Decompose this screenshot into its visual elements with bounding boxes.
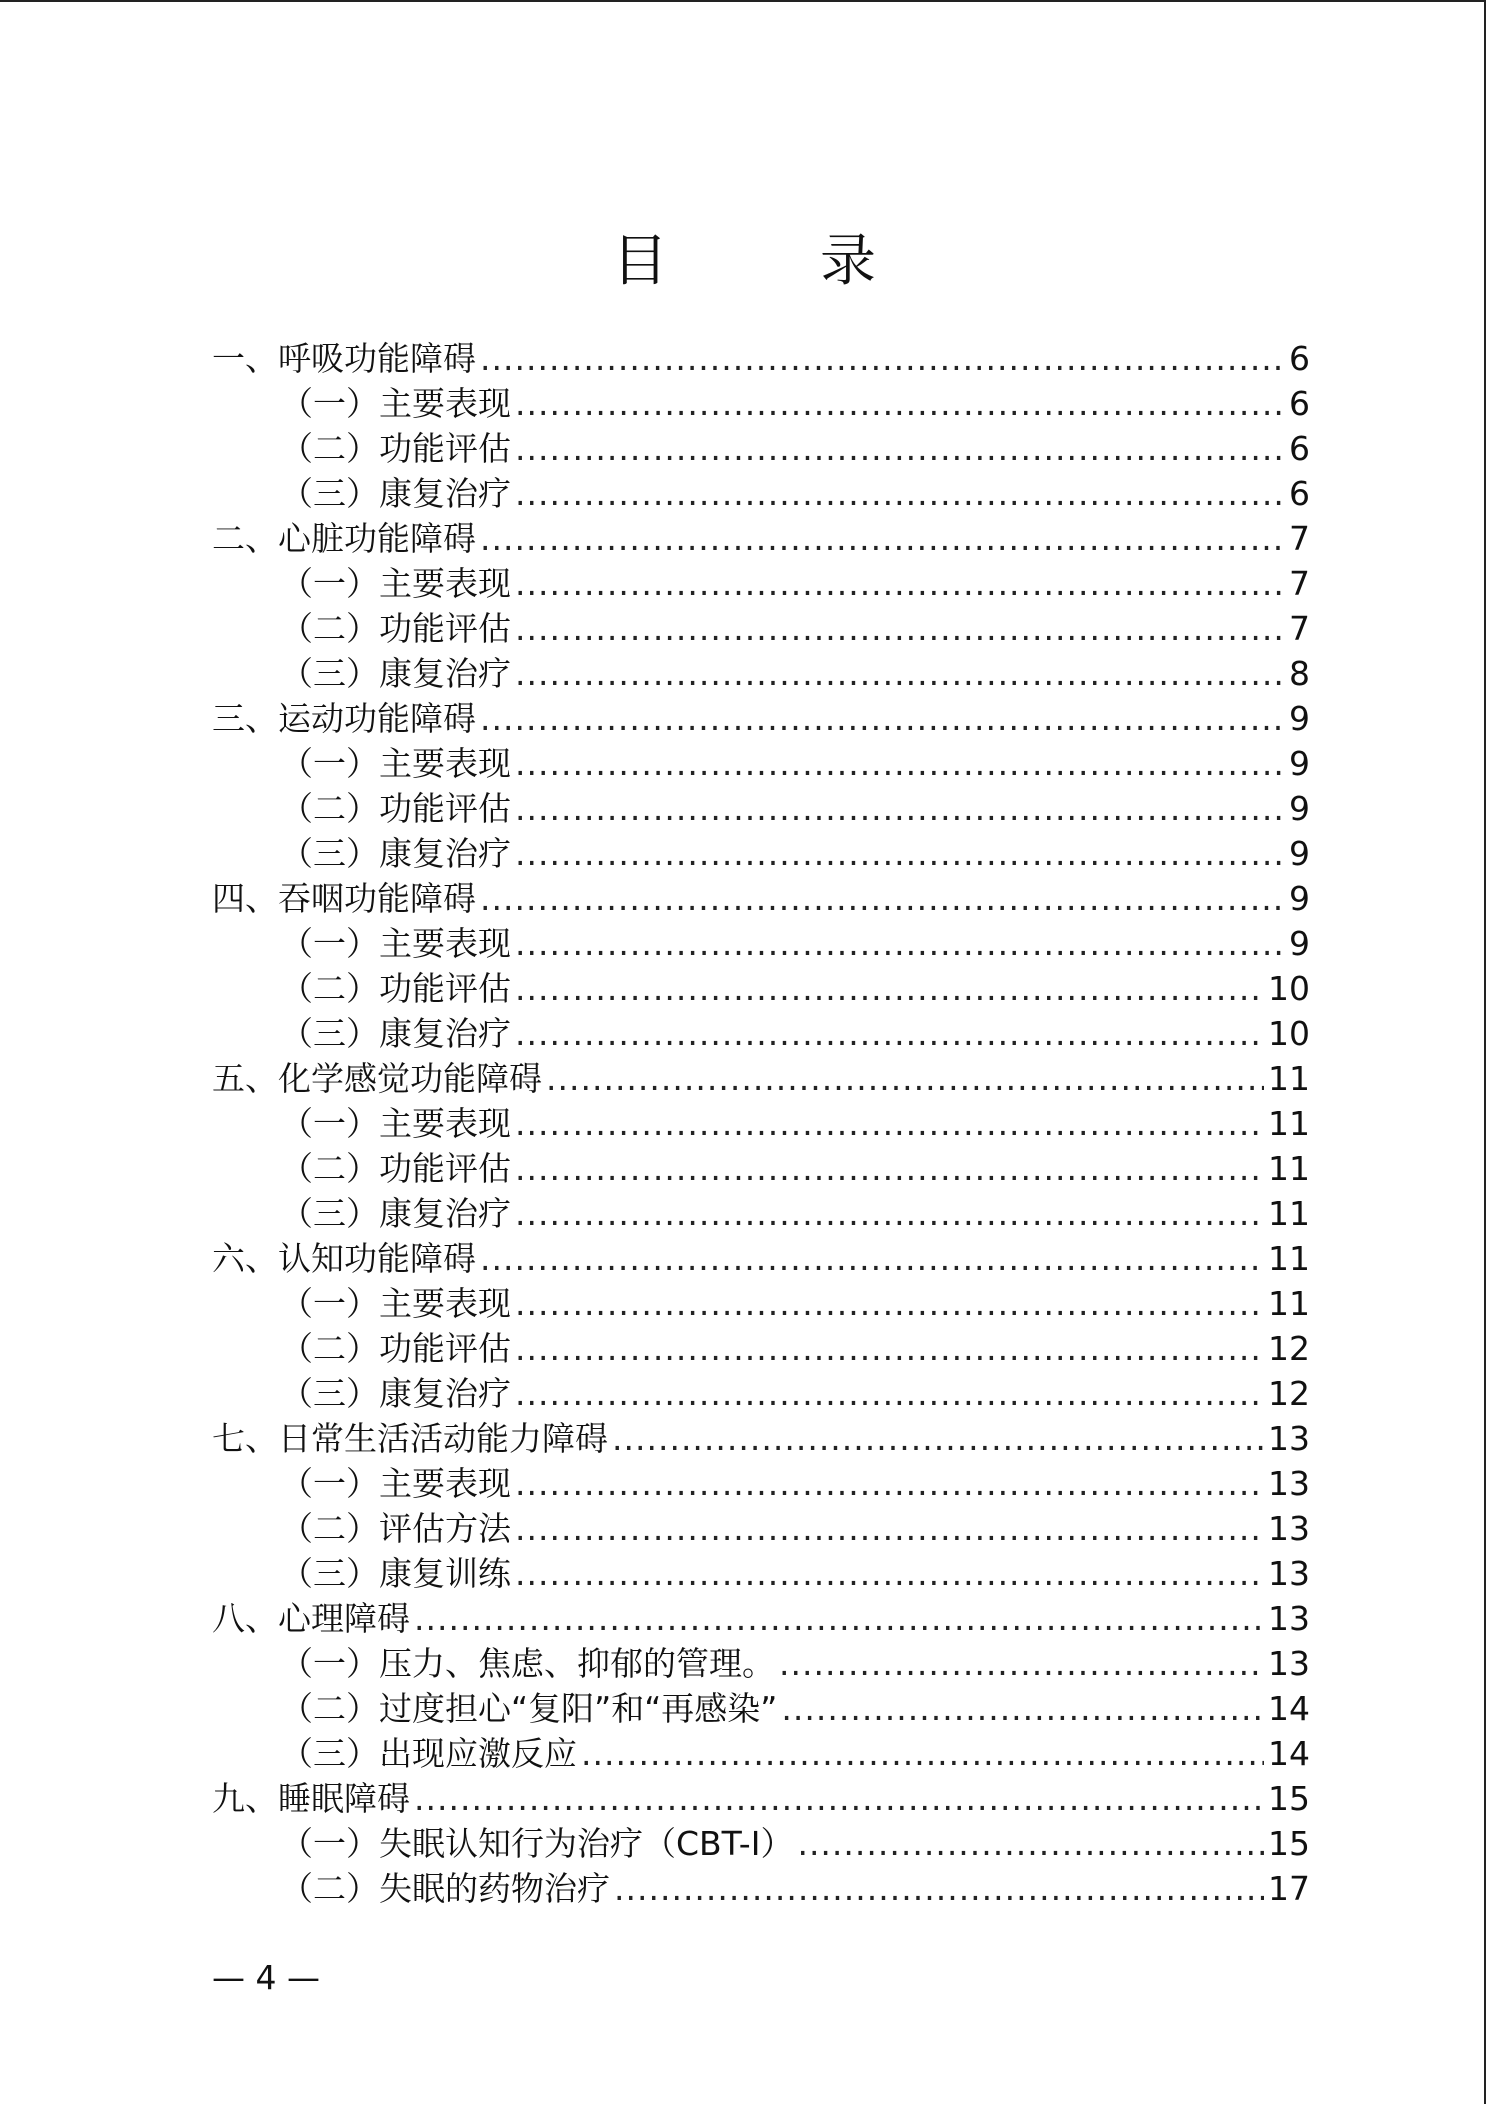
toc-entry-page: 10 [1268,969,1310,1008]
toc-entry-title: （一）主要表现 [280,744,511,783]
toc-section-entry[interactable] [212,1101,1310,1146]
toc-entry-page: 15 [1268,1779,1310,1818]
toc-entry-page: 9 [1289,699,1310,738]
toc-dot-leader [515,1551,1264,1596]
toc-entry-title: 九、睡眠障碍 [212,1779,410,1818]
toc-dot-leader [515,426,1285,471]
toc-entry-page: 11 [1268,1239,1310,1278]
toc-section-entry[interactable] [212,1551,1310,1596]
toc-entry-title: （二）评估方法 [280,1509,511,1548]
toc-entry-page: 12 [1268,1374,1310,1413]
toc-entry-title: 三、运动功能障碍 [212,699,476,738]
toc-dot-leader [515,1281,1264,1326]
toc-section-entry[interactable] [212,1191,1310,1236]
toc-dot-leader [581,1731,1264,1776]
toc-entry-page: 11 [1268,1194,1310,1233]
toc-entry-title: （二）功能评估 [280,1329,511,1368]
toc-entry-title: （一）主要表现 [280,1284,511,1323]
toc-entry-page: 8 [1289,654,1310,693]
toc-entry-page: 15 [1268,1824,1310,1863]
toc-chapter-entry[interactable] [212,876,1310,921]
toc-dot-leader [781,1686,1264,1731]
toc-dot-leader [515,381,1285,426]
toc-entry-page: 11 [1268,1149,1310,1188]
toc-entry-title: （一）主要表现 [280,924,511,963]
toc-dot-leader [546,1056,1264,1101]
toc-entry-title: （一）主要表现 [280,564,511,603]
toc-dot-leader [414,1776,1264,1821]
toc-entry-title: （二）功能评估 [280,609,511,648]
toc-dot-leader [515,1461,1264,1506]
toc-entry-title: （一）主要表现 [280,1104,511,1143]
toc-entry-title: 一、呼吸功能障碍 [212,339,476,378]
toc-chapter-entry[interactable] [212,1596,1310,1641]
toc-entry-page: 13 [1268,1419,1310,1458]
toc-dot-leader [515,606,1285,651]
toc-entry-page: 7 [1289,519,1310,558]
toc-section-entry[interactable] [212,471,1310,516]
toc-entry-title: 四、吞咽功能障碍 [212,879,476,918]
toc-entry-page: 6 [1289,339,1310,378]
toc-section-entry[interactable] [212,561,1310,606]
toc-entry-page: 12 [1268,1329,1310,1368]
toc-entry-page: 9 [1289,789,1310,828]
toc-dot-leader [480,516,1285,561]
toc-entry-title: 八、心理障碍 [212,1599,410,1638]
toc-entry-title: （二）功能评估 [280,789,511,828]
toc-dot-leader [515,831,1285,876]
toc-section-entry[interactable] [212,921,1310,966]
toc-entry-page: 11 [1268,1284,1310,1323]
toc-entry-page: 9 [1289,834,1310,873]
toc-dot-leader [614,1866,1264,1911]
toc-entry-page: 10 [1268,1014,1310,1053]
toc-dot-leader [480,336,1285,381]
toc-entry-title: （三）康复治疗 [280,654,511,693]
toc-section-entry[interactable] [212,1821,1310,1866]
toc-section-entry[interactable] [212,1686,1310,1731]
toc-entry-page: 11 [1268,1104,1310,1143]
toc-entry-title: 六、认知功能障碍 [212,1239,476,1278]
toc-dot-leader [515,741,1285,786]
toc-entry-page: 13 [1268,1509,1310,1548]
toc-dot-leader [515,651,1285,696]
toc-dot-leader [612,1416,1264,1461]
toc-chapter-entry[interactable] [212,516,1310,561]
toc-section-entry[interactable] [212,1866,1310,1911]
toc-entry-page: 6 [1289,429,1310,468]
toc-section-entry[interactable] [212,1506,1310,1551]
toc-dot-leader [515,1326,1264,1371]
toc-section-entry[interactable] [212,1011,1310,1056]
toc-entry-title: （三）康复治疗 [280,1194,511,1233]
toc-entry-page: 7 [1289,564,1310,603]
toc-entry-page: 11 [1268,1059,1310,1098]
toc-entry-page: 7 [1289,609,1310,648]
toc-chapter-entry[interactable] [212,1056,1310,1101]
toc-section-entry[interactable] [212,1371,1310,1416]
toc-section-entry[interactable] [212,741,1310,786]
toc-entry-page: 14 [1268,1689,1310,1728]
toc-section-entry[interactable] [212,606,1310,651]
toc-dot-leader [515,471,1285,516]
toc-dot-leader [515,966,1264,1011]
toc-dot-leader [515,561,1285,606]
toc-dot-leader [779,1641,1264,1686]
toc-section-entry[interactable] [212,1461,1310,1506]
toc-section-entry[interactable] [212,966,1310,1011]
toc-entry-page: 9 [1289,924,1310,963]
toc-section-entry[interactable] [212,1281,1310,1326]
toc-dot-leader [515,1371,1264,1416]
toc-entry-title: （三）出现应激反应 [280,1734,577,1773]
toc-entry-title: 七、日常生活活动能力障碍 [212,1419,608,1458]
toc-entry-page: 13 [1268,1644,1310,1683]
toc-entry-title: （一）主要表现 [280,384,511,423]
toc-entry-title: （一）压力、焦虑、抑郁的管理。 [280,1644,775,1683]
toc-entry-title: （二）过度担心“复阳”和“再感染” [280,1689,778,1728]
toc-chapter-entry[interactable] [212,1416,1310,1461]
table-of-contents [212,336,1310,1911]
toc-entry-title: （二）功能评估 [280,1149,511,1188]
toc-chapter-entry[interactable] [212,336,1310,381]
toc-dot-leader [797,1821,1264,1866]
toc-dot-leader [515,1191,1264,1236]
toc-dot-leader [515,1101,1264,1146]
toc-entry-title: （三）康复治疗 [280,1014,511,1053]
toc-entry-page: 9 [1289,744,1310,783]
toc-dot-leader [414,1596,1264,1641]
toc-entry-title: （二）功能评估 [280,429,511,468]
toc-chapter-entry[interactable] [212,1236,1310,1281]
toc-dot-leader [480,696,1285,741]
toc-entry-page: 13 [1268,1599,1310,1638]
toc-section-entry[interactable] [212,1146,1310,1191]
toc-section-entry[interactable] [212,381,1310,426]
toc-chapter-entry[interactable] [212,696,1310,741]
toc-entry-page: 6 [1289,384,1310,423]
toc-entry-page: 13 [1268,1554,1310,1593]
toc-entry-page: 6 [1289,474,1310,513]
toc-entry-title: （二）失眠的药物治疗 [280,1869,610,1908]
toc-dot-leader [515,1506,1264,1551]
toc-section-entry[interactable] [212,786,1310,831]
toc-dot-leader [480,876,1285,921]
toc-entry-title: （三）康复治疗 [280,474,511,513]
toc-dot-leader [515,786,1285,831]
toc-entry-title: 五、化学感觉功能障碍 [212,1059,542,1098]
toc-section-entry[interactable] [212,651,1310,696]
toc-section-entry[interactable] [212,1326,1310,1371]
page-title: 目 录 [612,229,924,294]
toc-section-entry[interactable] [212,1731,1310,1776]
toc-entry-title: （三）康复治疗 [280,834,511,873]
toc-chapter-entry[interactable] [212,1776,1310,1821]
page-number: — 4 — [212,1958,320,1997]
toc-entry-page: 13 [1268,1464,1310,1503]
toc-section-entry[interactable] [212,831,1310,876]
toc-entry-title: （一）主要表现 [280,1464,511,1503]
toc-entry-page: 14 [1268,1734,1310,1773]
toc-entry-page: 17 [1268,1869,1310,1908]
toc-dot-leader [515,1146,1264,1191]
toc-dot-leader [480,1236,1264,1281]
toc-entry-title: （三）康复训练 [280,1554,511,1593]
toc-dot-leader [515,1011,1264,1056]
toc-section-entry[interactable] [212,1641,1310,1686]
toc-entry-page: 9 [1289,879,1310,918]
toc-entry-title: 二、心脏功能障碍 [212,519,476,558]
toc-dot-leader [515,921,1285,966]
toc-entry-title: （一）失眠认知行为治疗（CBT-I） [280,1824,794,1863]
toc-section-entry[interactable] [212,426,1310,471]
toc-entry-title: （二）功能评估 [280,969,511,1008]
toc-entry-title: （三）康复治疗 [280,1374,511,1413]
